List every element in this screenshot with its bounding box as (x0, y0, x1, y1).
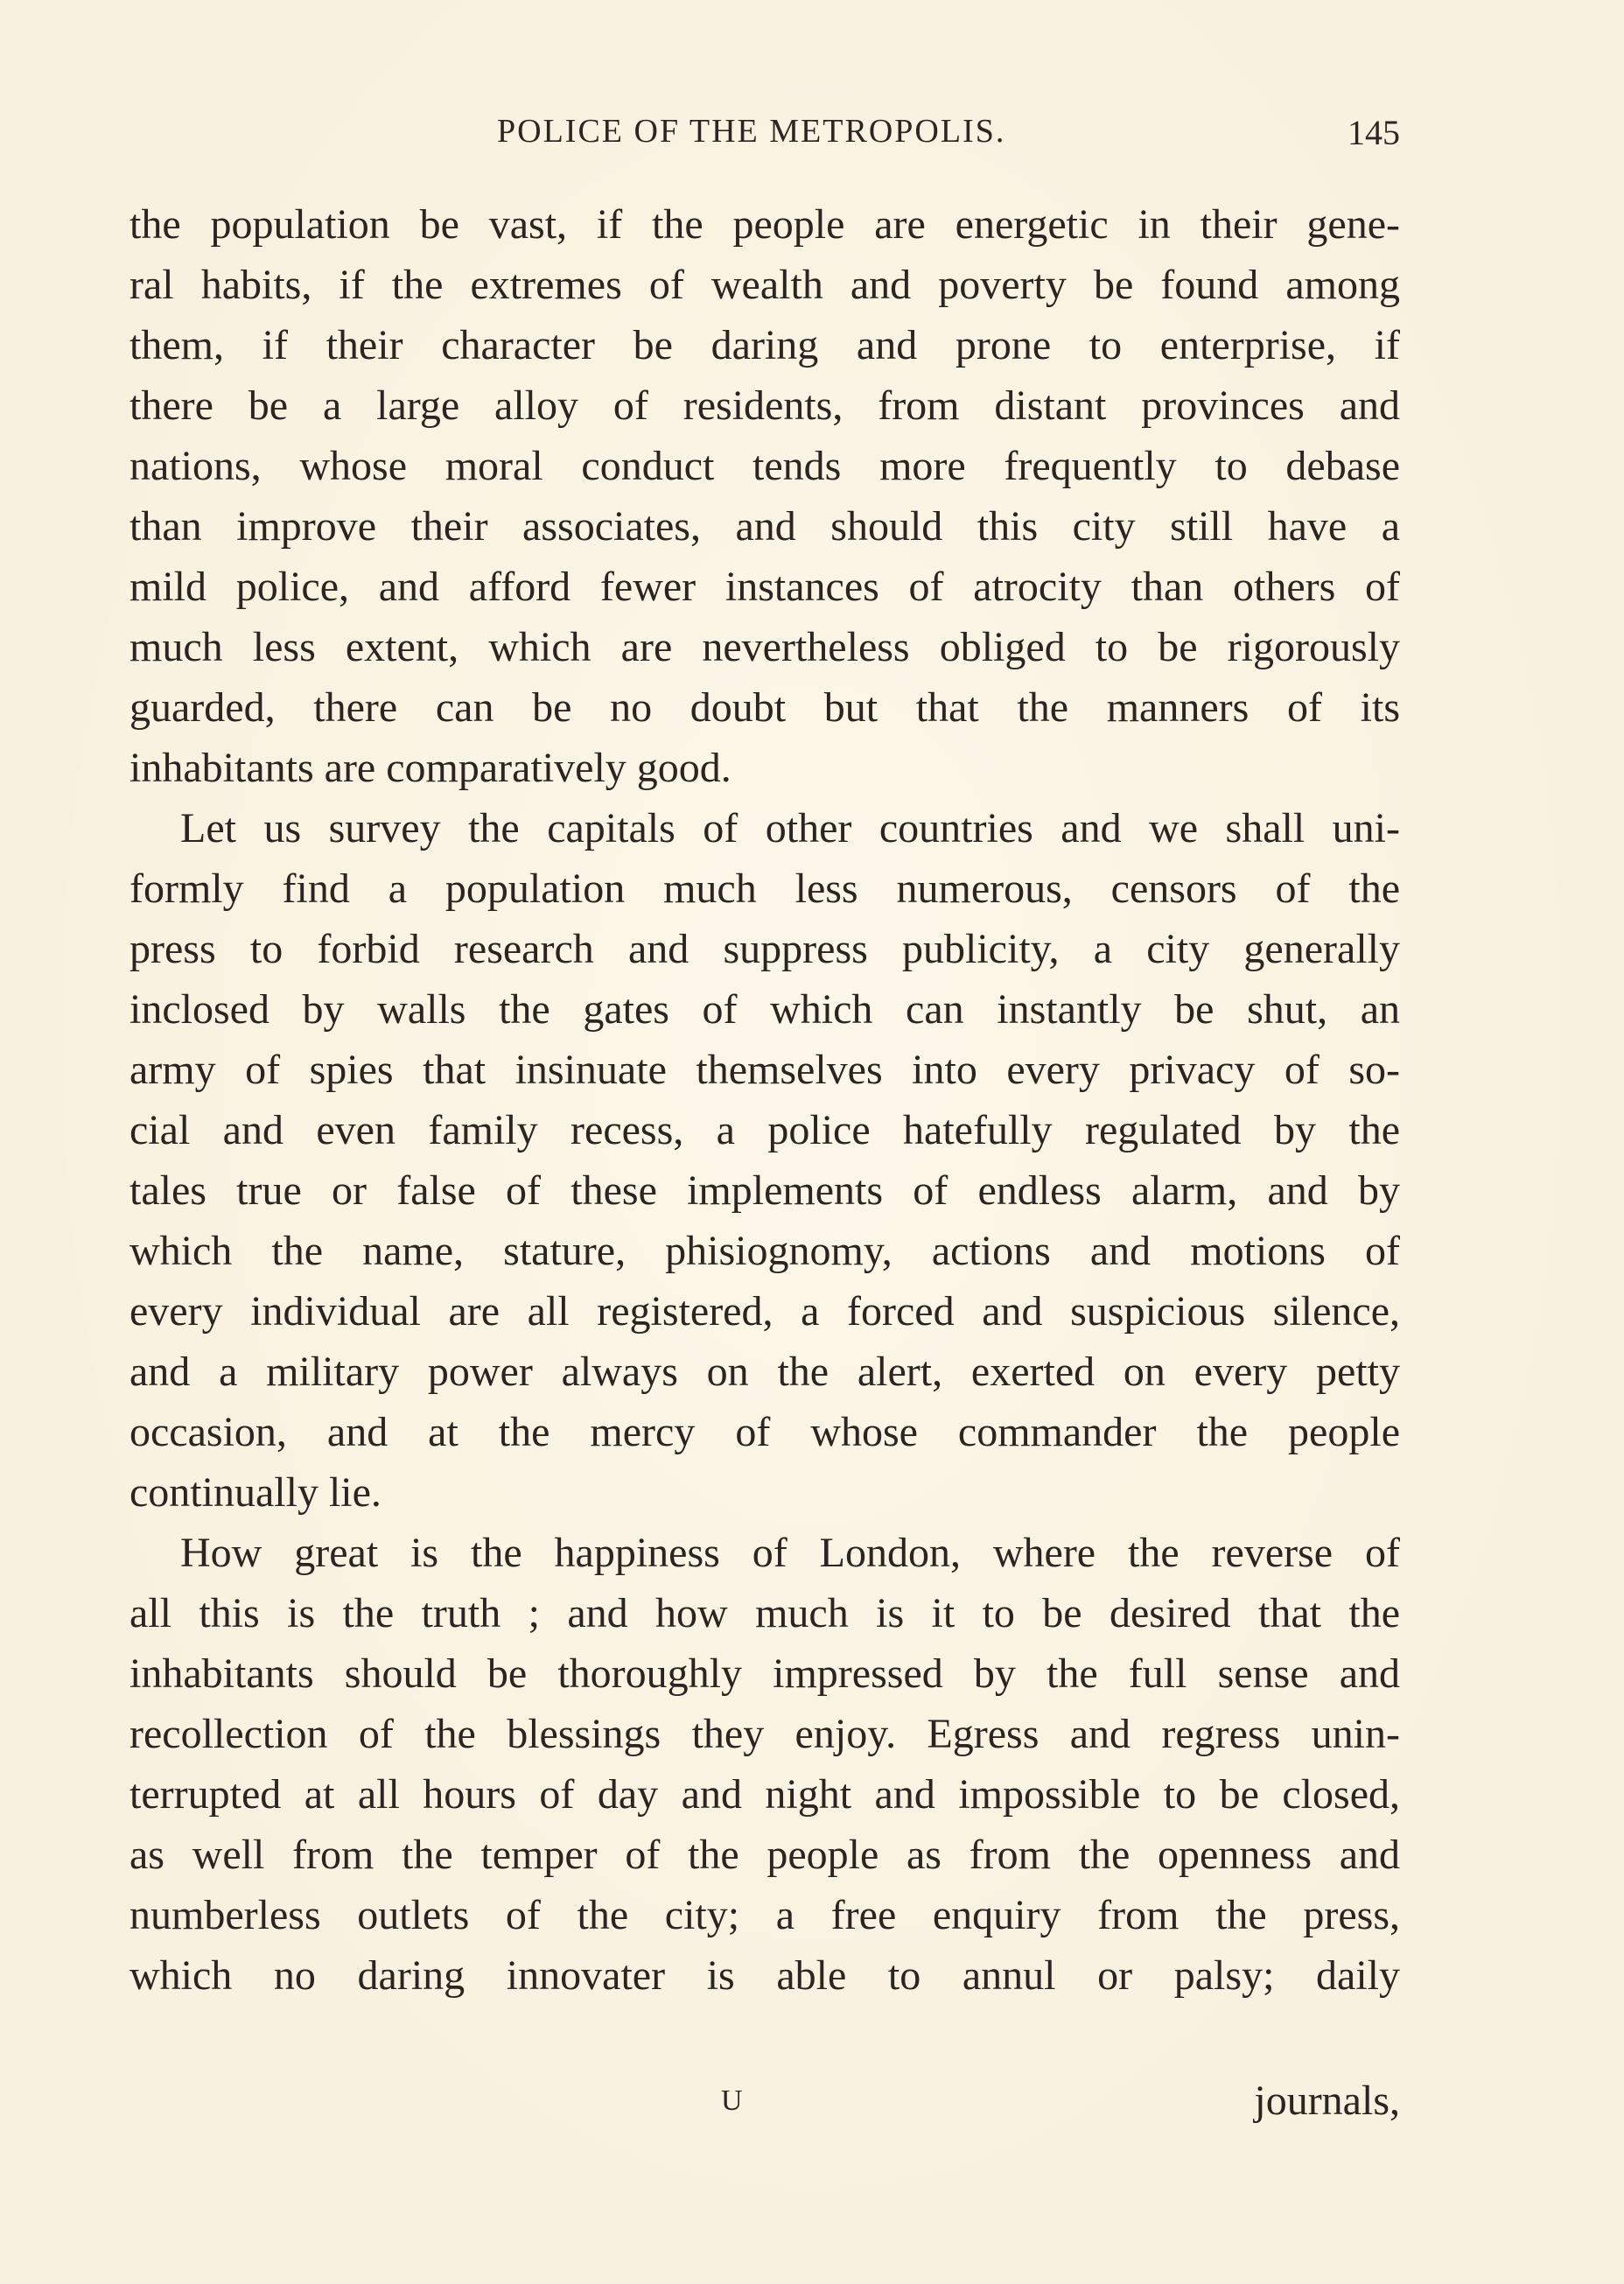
text-line: as well from the temper of the people as from the openness and (130, 1832, 1400, 1878)
text-line: every individual are all registered, a forced and suspicious silence, (130, 1288, 1400, 1335)
text-line: which no daring innovater is able to annul or palsy; daily (130, 1952, 1400, 1999)
text-line: and a military power always on the alert, exerted on every petty (130, 1349, 1400, 1395)
catchword: journals, (1254, 2077, 1400, 2124)
text-line: press to forbid research and suppress publicity, a city generally (130, 926, 1400, 972)
text-line: there be a large alloy of residents, from distant provinces and (130, 382, 1400, 429)
text-line: guarded, there can be no doubt but that the manners of its (130, 684, 1400, 731)
text-line: than improve their associates, and should this city still have a (130, 503, 1400, 550)
text-line: recollection of the blessings they enjoy. Egress and regress unin- (130, 1711, 1400, 1757)
text-line: them, if their character be daring and prone to enterprise, if (130, 322, 1400, 368)
text-line: continually lie. (130, 1469, 382, 1516)
running-head (130, 112, 1400, 165)
body-text (130, 194, 1400, 2006)
text-line: numberless outlets of the city; a free enquiry from the press, (130, 1892, 1400, 1938)
signature-mark: U (721, 2084, 744, 2117)
text-line: all this is the truth ; and how much is it to be desired that the (130, 1590, 1400, 1636)
text-line: ral habits, if the extremes of wealth and poverty be found among (130, 262, 1400, 308)
text-line: the population be vast, if the people are energetic in their gene- (130, 201, 1400, 248)
text-line: formly find a population much less numerous, censors of the (130, 865, 1400, 912)
text-line: cial and even family recess, a police hatefully regulated by the (130, 1107, 1400, 1153)
text-line: tales true or false of these implements of endless alarm, and by (130, 1167, 1400, 1214)
text-line: nations, whose moral conduct tends more frequently to debase (130, 443, 1400, 489)
text-line: mild police, and afford fewer instances of atrocity than others of (130, 564, 1400, 610)
page-footer (130, 2070, 1400, 2131)
text-line: inhabitants should be thoroughly impressed by the full sense and (130, 1650, 1400, 1697)
text-line: How great is the happiness of London, where the reverse of (180, 1530, 1400, 1576)
page-number: 145 (1348, 113, 1400, 152)
running-title: POLICE OF THE METROPOLIS. (497, 113, 1006, 150)
text-line: much less extent, which are nevertheless obliged to be rigorously (130, 624, 1400, 670)
text-line: army of spies that insinuate themselves into every privacy of so- (130, 1047, 1400, 1093)
text-line: which the name, stature, phisiognomy, actions and motions of (130, 1228, 1400, 1274)
text-line: terrupted at all hours of day and night and impossible to be closed, (130, 1771, 1400, 1818)
text-line: occasion, and at the mercy of whose commander the people (130, 1409, 1400, 1455)
text-line: inclosed by walls the gates of which can instantly be shut, an (130, 986, 1400, 1033)
text-line: inhabitants are comparatively good. (130, 745, 732, 791)
text-line: Let us survey the capitals of other countries and we shall uni- (180, 805, 1400, 851)
